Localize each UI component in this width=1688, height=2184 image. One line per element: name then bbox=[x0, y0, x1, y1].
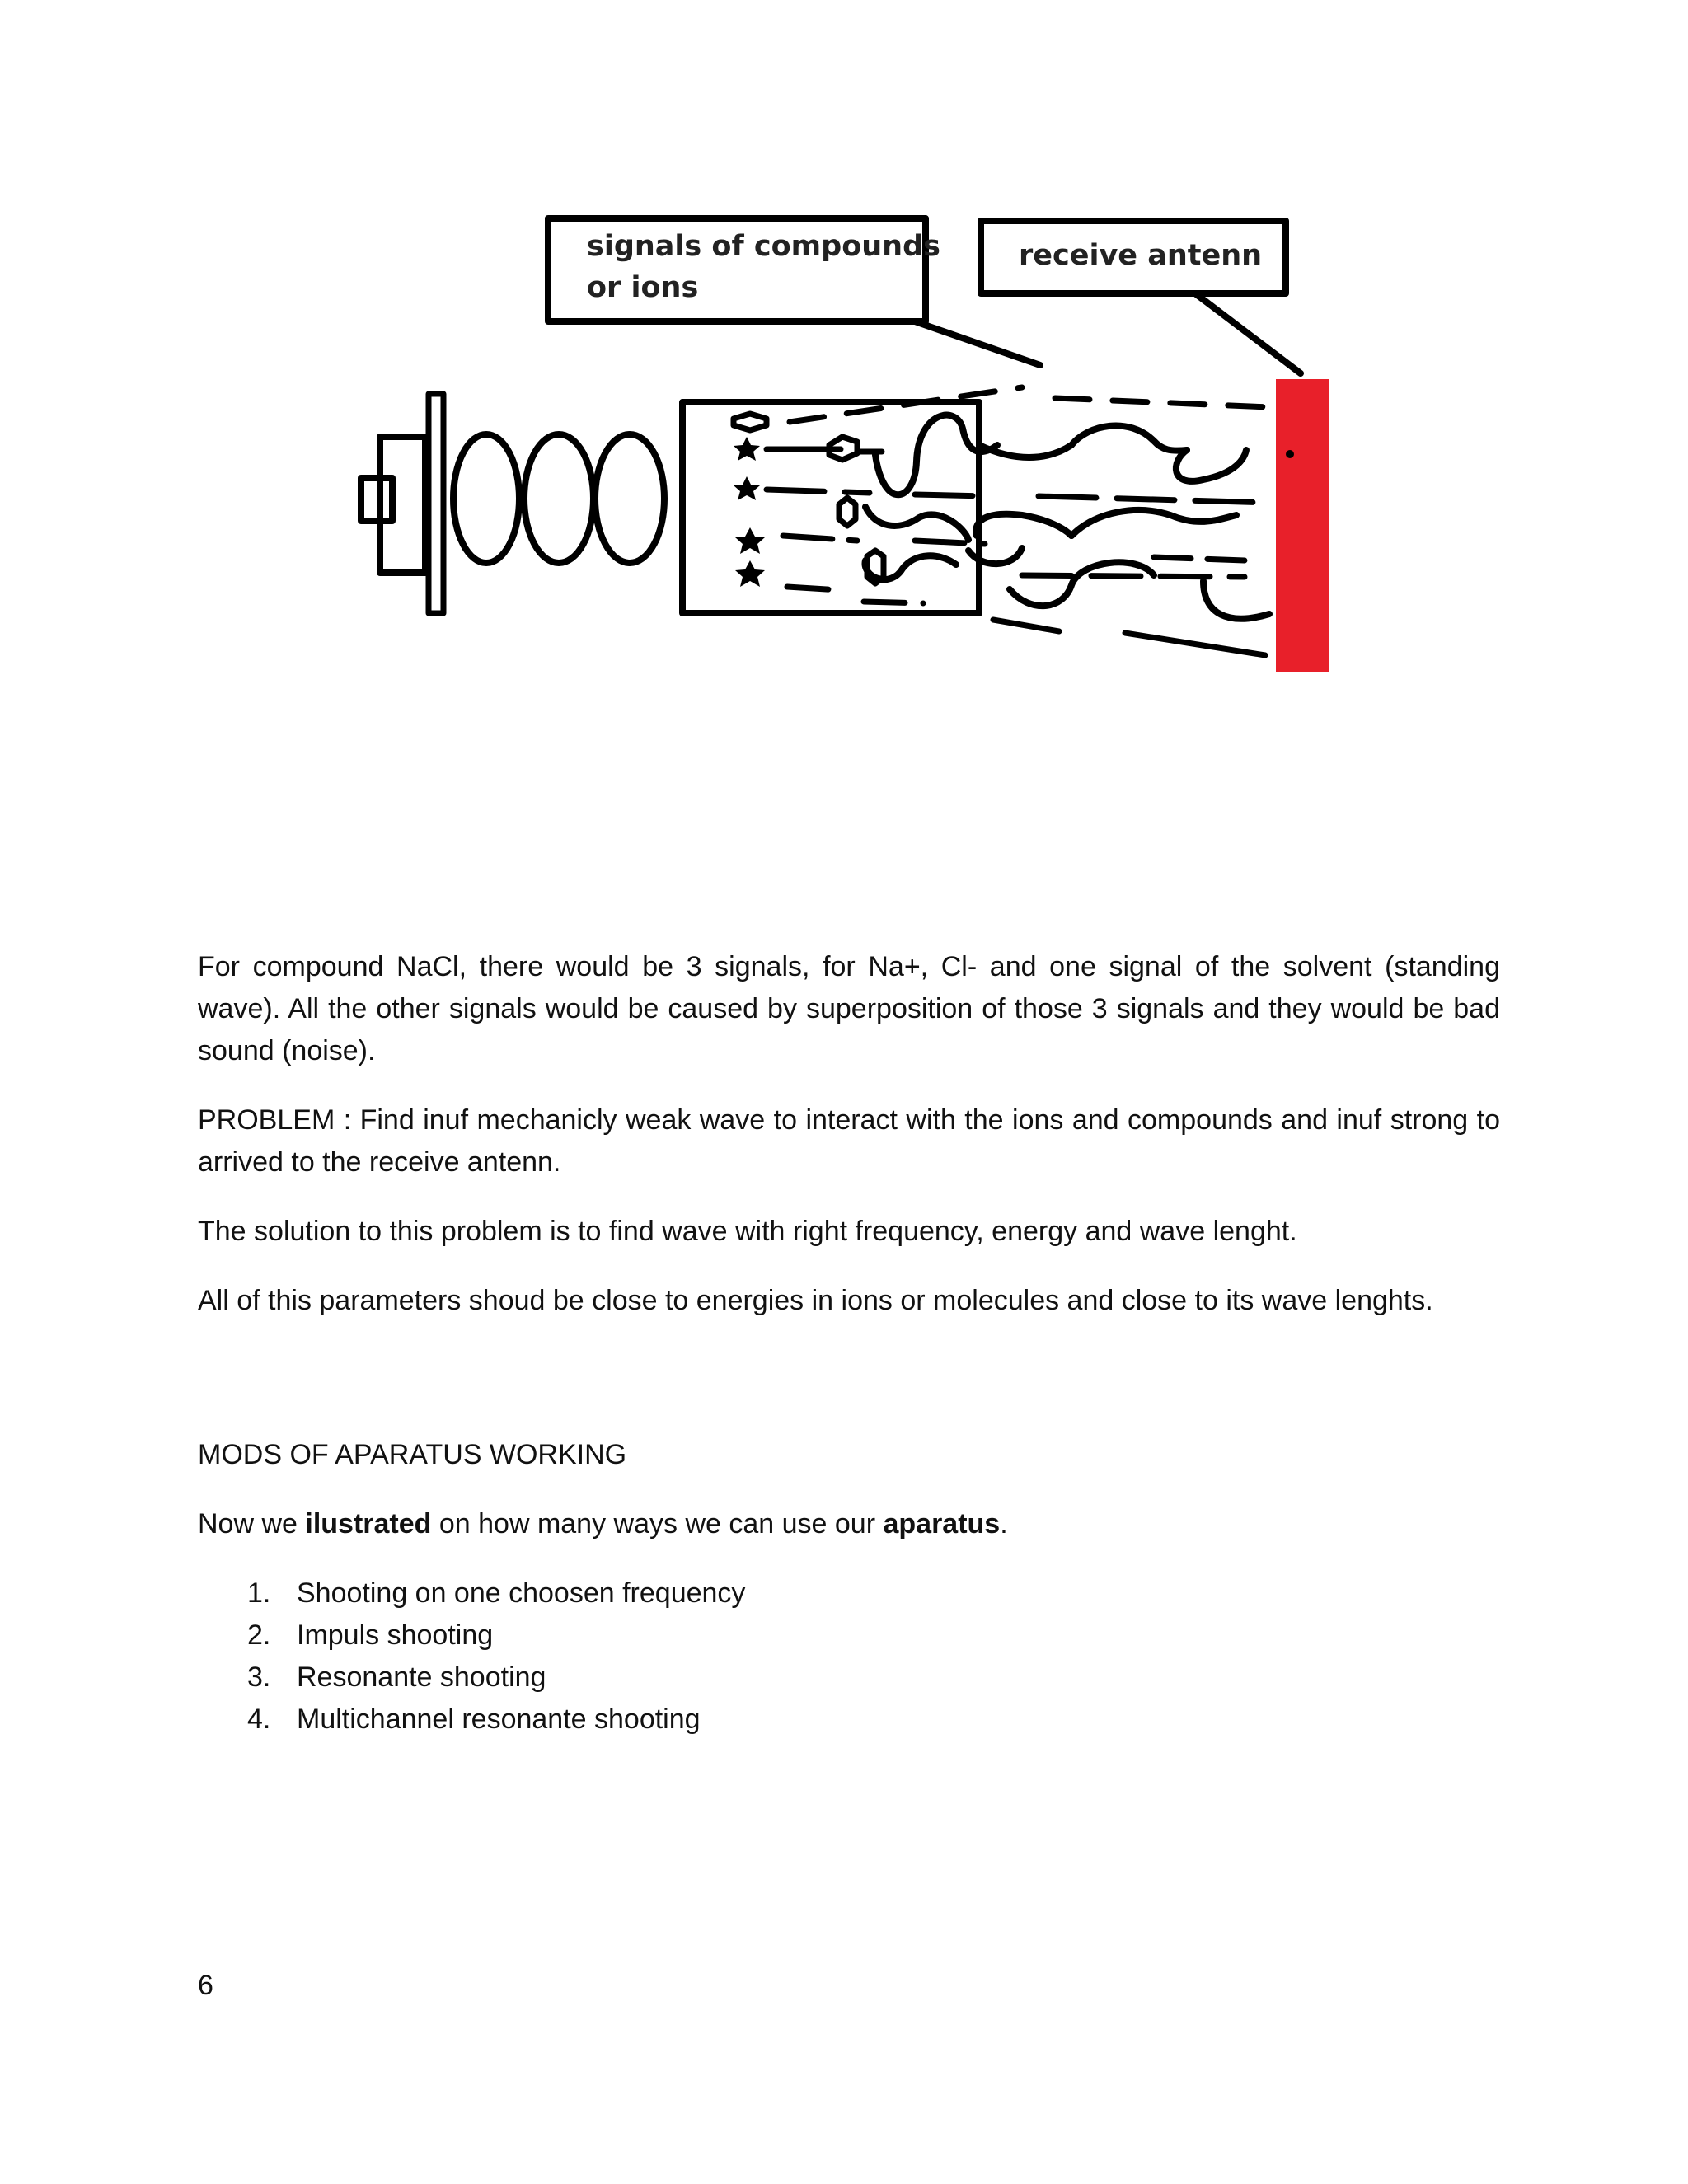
ion-hexagons bbox=[734, 414, 884, 583]
list-item-number: 3. bbox=[247, 1661, 271, 1693]
antenna-pointer-line bbox=[1195, 293, 1301, 373]
emitter-device bbox=[361, 394, 443, 613]
intro-bold-aparatus: aparatus bbox=[883, 1508, 1001, 1540]
document-body bbox=[198, 946, 1500, 1741]
list-item-text: Multichannel resonante shooting bbox=[297, 1704, 701, 1735]
list-item-number: 1. bbox=[247, 1577, 271, 1609]
list-item-text: Impuls shooting bbox=[297, 1619, 494, 1651]
receive-antenna bbox=[1276, 379, 1329, 672]
paragraph-solution: The solution to this problem is to find wave with right frequency, energy and wave lenght. bbox=[198, 1216, 1297, 1247]
list-item-text: Resonante shooting bbox=[297, 1661, 546, 1693]
antenna-dot bbox=[1286, 450, 1294, 458]
list-item bbox=[198, 1699, 1500, 1741]
section-heading: MODS OF APARATUS WORKING bbox=[198, 1439, 627, 1470]
signals-pointer-line bbox=[915, 321, 1040, 365]
intro-text-3: . bbox=[1000, 1508, 1008, 1540]
intro-text-2: on how many ways we can use our bbox=[431, 1508, 884, 1540]
list-item-number: 4. bbox=[247, 1704, 271, 1735]
intro-bold-ilustrated: ilustrated bbox=[305, 1508, 432, 1540]
section-intro bbox=[198, 1503, 1500, 1545]
wave-rings bbox=[453, 434, 664, 563]
list-item-text: Shooting on one choosen frequency bbox=[297, 1577, 746, 1609]
interference-waves bbox=[865, 415, 1269, 619]
list-item bbox=[198, 1657, 1500, 1699]
paragraph-problem: PROBLEM : Find inuf mechanicly weak wave to interact with the ions and compounds and inuf strong to arrived to the receive antenn. bbox=[198, 1104, 1500, 1178]
page-number: 6 bbox=[198, 1970, 213, 2001]
antenna-label: receive antenn bbox=[1019, 239, 1263, 272]
apparatus-diagram bbox=[0, 0, 1688, 742]
paragraph-nacl-signals: For compound NaCl, there would be 3 signals, for Na+, Cl- and one signal of the solvent (standing wave). All the other signals would be caused by superposition of those 3 signals and they would be bad sound (noise). bbox=[198, 951, 1500, 1066]
list-item bbox=[198, 1615, 1500, 1657]
sample-container bbox=[682, 402, 979, 613]
modes-list bbox=[198, 1572, 1500, 1741]
list-item bbox=[198, 1572, 1500, 1615]
list-item-number: 2. bbox=[247, 1619, 271, 1651]
paragraph-parameters: All of this parameters shoud be close to energies in ions or molecules and close to its wave lenghts. bbox=[198, 1285, 1433, 1316]
intro-text-1: Now we bbox=[198, 1508, 306, 1540]
signals-label-line2: or ions bbox=[587, 271, 699, 304]
signals-label-line1: signals of compounds bbox=[587, 230, 940, 263]
particle-stars bbox=[734, 437, 765, 587]
